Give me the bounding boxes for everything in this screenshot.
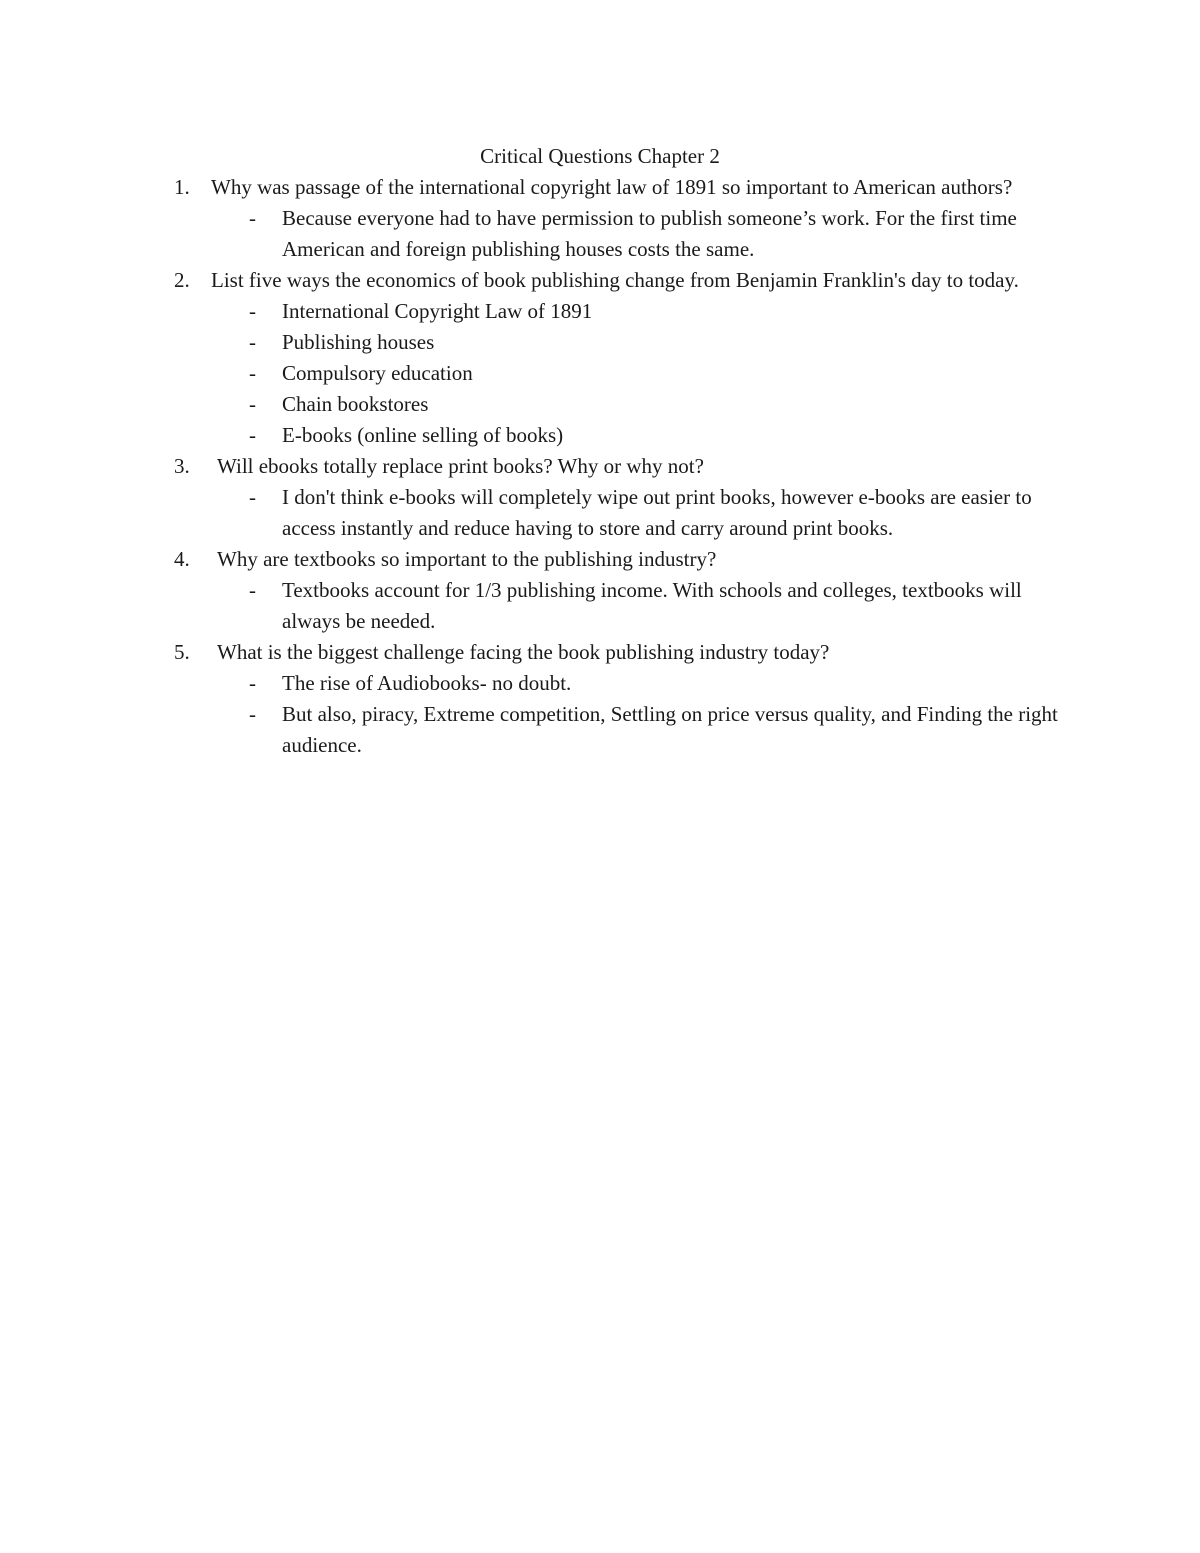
answer-text: Textbooks account for 1/3 publishing income. With schools and colleges, textbooks will always be needed. xyxy=(282,578,1022,633)
question-text: Why are textbooks so important to the publishing industry? xyxy=(217,547,717,571)
answer-text: Chain bookstores xyxy=(282,392,429,416)
answer-item xyxy=(0,358,1200,389)
dash-bullet: - xyxy=(249,485,256,509)
question-number: 4. xyxy=(174,547,190,571)
answer-text: I don't think e-books will completely wipe out print books, however e-books are easier to access instantly and reduce having to store and carry around print books. xyxy=(282,485,1032,540)
dash-bullet: - xyxy=(249,578,256,602)
dash-bullet: - xyxy=(249,702,256,726)
answer-text: But also, piracy, Extreme competition, Settling on price versus quality, and Finding the right audience. xyxy=(282,702,1058,757)
answer-item xyxy=(0,699,1200,761)
answer-item xyxy=(0,296,1200,327)
answer-item xyxy=(0,482,1200,544)
question-item xyxy=(0,451,1200,544)
question-item xyxy=(0,172,1200,265)
answer-list xyxy=(0,482,1200,544)
answer-item xyxy=(0,668,1200,699)
answer-item xyxy=(0,203,1200,265)
answer-text: Compulsory education xyxy=(282,361,473,385)
question-item xyxy=(0,637,1200,761)
answer-item xyxy=(0,420,1200,451)
question-number: 1. xyxy=(174,175,190,199)
dash-bullet: - xyxy=(249,671,256,695)
document-title: Critical Questions Chapter 2 xyxy=(480,144,720,168)
dash-bullet: - xyxy=(249,206,256,230)
dash-bullet: - xyxy=(249,330,256,354)
answer-text: The rise of Audiobooks- no doubt. xyxy=(282,671,572,695)
dash-bullet: - xyxy=(249,392,256,416)
answer-item xyxy=(0,389,1200,420)
answer-list xyxy=(0,668,1200,761)
answer-list xyxy=(0,203,1200,265)
answer-text: International Copyright Law of 1891 xyxy=(282,299,593,323)
question-text: What is the biggest challenge facing the book publishing industry today? xyxy=(217,640,830,664)
answer-list xyxy=(0,575,1200,637)
question-item xyxy=(0,544,1200,637)
question-item xyxy=(0,265,1200,451)
dash-bullet: - xyxy=(249,361,256,385)
answer-text: Publishing houses xyxy=(282,330,435,354)
dash-bullet: - xyxy=(249,423,256,447)
answer-item xyxy=(0,327,1200,358)
answer-text: Because everyone had to have permission to publish someone’s work. For the first time American and foreign publishing houses costs the same. xyxy=(282,206,1017,261)
answer-text: E-books (online selling of books) xyxy=(282,423,564,447)
answer-list xyxy=(0,296,1200,451)
question-number: 5. xyxy=(174,640,190,664)
question-text: Will ebooks totally replace print books? Why or why not? xyxy=(217,454,704,478)
dash-bullet: - xyxy=(249,299,256,323)
question-number: 3. xyxy=(174,454,190,478)
question-list xyxy=(0,172,1200,761)
question-text: Why was passage of the international copyright law of 1891 so important to American authors? xyxy=(211,175,1013,199)
question-text: List five ways the economics of book publishing change from Benjamin Franklin's day to today. xyxy=(211,268,1019,292)
answer-item xyxy=(0,575,1200,637)
question-number: 2. xyxy=(174,268,190,292)
